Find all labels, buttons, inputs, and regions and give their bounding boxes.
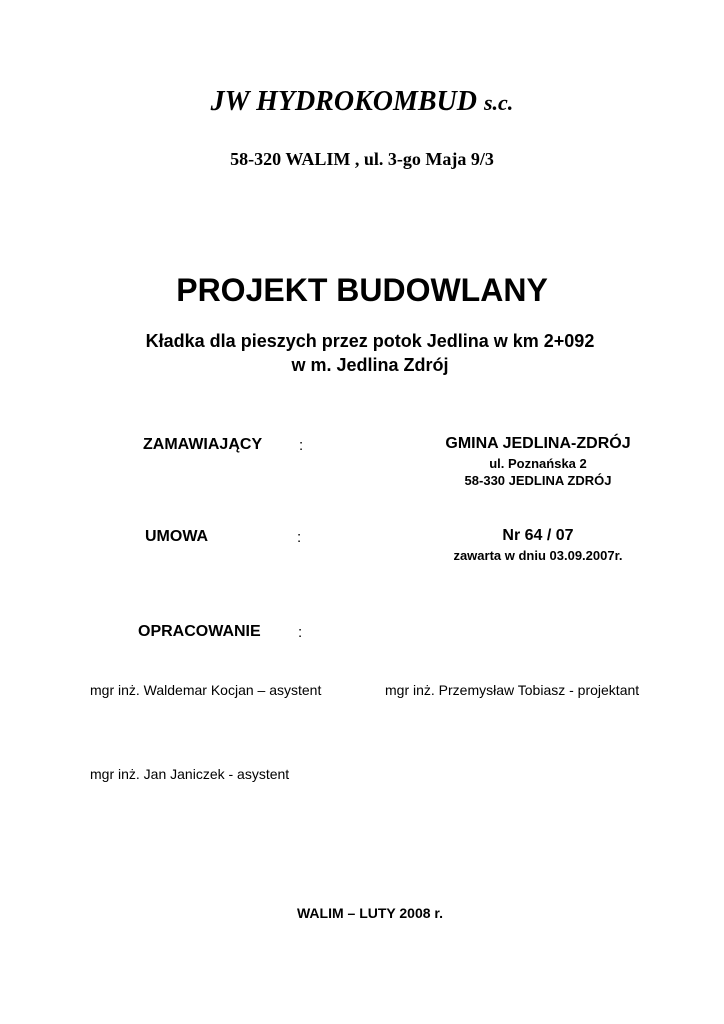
author-kocjan: mgr inż. Waldemar Kocjan – asystent <box>90 682 322 698</box>
company-suffix: s.c. <box>483 90 514 115</box>
author-tobiasz: mgr inż. Przemysław Tobiasz - projektant <box>385 682 640 698</box>
document-subtitle-line2: w m. Jedlina Zdrój <box>291 355 449 375</box>
client-city: 58-330 JEDLINA ZDRÓJ <box>464 473 612 488</box>
document-subtitle-line1: Kładka dla pieszych przez potok Jedlina w km 2+092 <box>145 331 595 351</box>
document-title: PROJEKT BUDOWLANY <box>176 272 548 308</box>
author-janiczek: mgr inż. Jan Janiczek - asystent <box>90 766 290 782</box>
client-label: ZAMAWIAJĄCY <box>143 436 263 453</box>
place-and-date: WALIM – LUTY 2008 r. <box>296 905 443 921</box>
author-tobiasz-clip <box>385 682 648 698</box>
company-address: 58-320 WALIM , ul. 3-go Maja 9/3 <box>230 149 494 169</box>
company-name-text: JW HYDROKOMBUD <box>210 86 477 117</box>
company-name <box>0 86 724 118</box>
client-street: ul. Poznańska 2 <box>489 456 587 471</box>
client-colon: : <box>299 437 304 454</box>
contract-date: zawarta w dniu 03.09.2007r. <box>453 548 623 563</box>
client-name: GMINA JEDLINA-ZDRÓJ <box>445 435 631 452</box>
contract-colon: : <box>297 529 302 546</box>
prepared-by-label: OPRACOWANIE <box>138 623 261 640</box>
contract-label: UMOWA <box>145 528 209 545</box>
contract-number: Nr 64 / 07 <box>502 527 574 544</box>
prepared-by-colon: : <box>298 624 303 641</box>
